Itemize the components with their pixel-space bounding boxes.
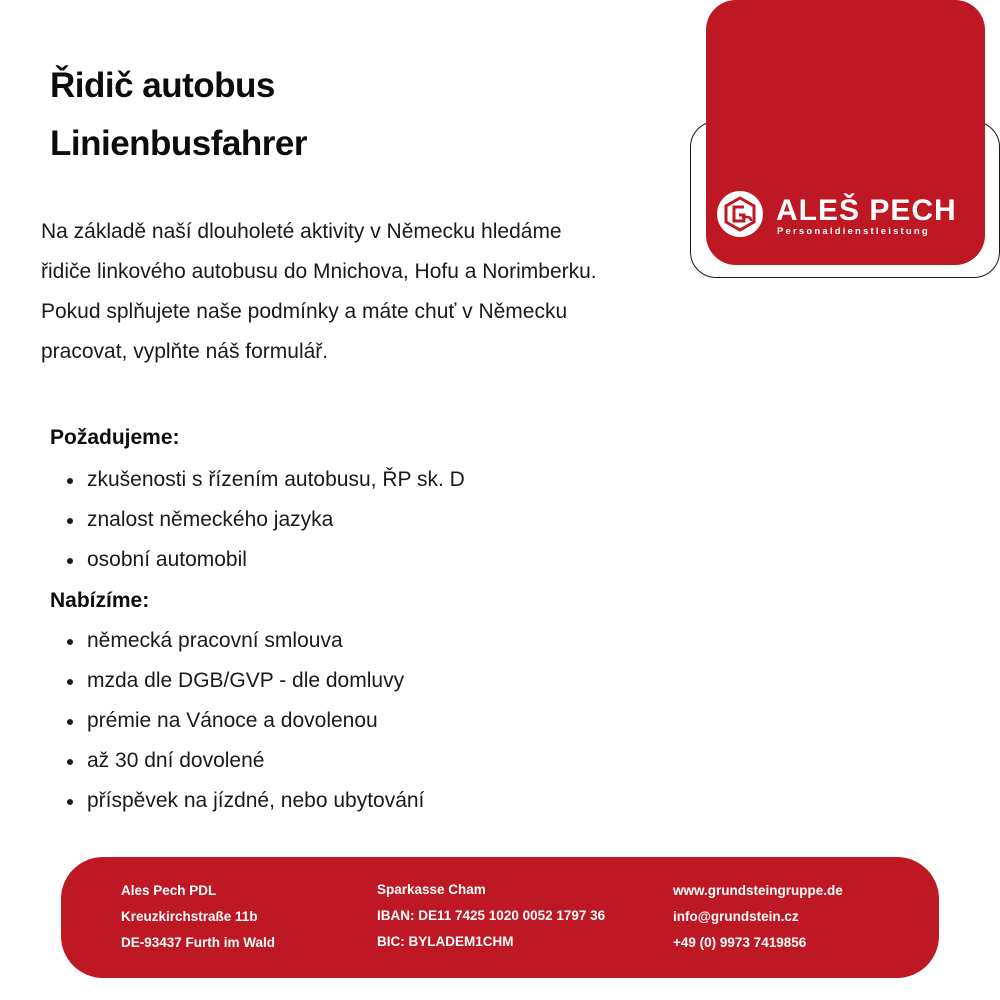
intro-paragraph <box>41 212 701 372</box>
footer-email: info@grundstein.cz <box>673 909 799 924</box>
offer-heading: Nabízíme: <box>50 589 150 612</box>
footer-website: www.grundsteingruppe.de <box>673 883 843 898</box>
job-title-german: Linienbusfahrer <box>50 124 307 163</box>
gd-monogram-icon <box>716 190 764 238</box>
footer-bank-info <box>377 877 605 955</box>
list-item: až 30 dní dovolené <box>0 741 424 781</box>
list-item: příspěvek na jízdné, nebo ubytování <box>0 781 424 821</box>
list-item: zkušenosti s řízením autobusu, ŘP sk. D <box>0 460 465 500</box>
intro-line: Na základě naší dlouholeté aktivity v Německu hledáme <box>41 220 562 243</box>
footer-street: Kreuzkirchstraße 11b <box>121 909 258 924</box>
footer-iban: IBAN: DE11 7425 1020 0052 1797 36 <box>377 908 606 923</box>
requirements-list <box>0 460 465 580</box>
requirements-heading: Požadujeme: <box>50 426 180 449</box>
brand-name: ALEŠ PECH <box>776 194 957 227</box>
job-title-czech: Řidič autobus <box>50 66 275 105</box>
intro-line: pracovat, vyplňte náš formulář. <box>41 340 329 363</box>
brand-tagline: Personaldienstleistung <box>777 226 930 237</box>
list-item: mzda dle DGB/GVP - dle domluvy <box>0 661 424 701</box>
footer-bic: BIC: BYLADEM1CHM <box>377 934 514 949</box>
footer-company-name: Ales Pech PDL <box>121 883 217 898</box>
list-item: prémie na Vánoce a dovolenou <box>0 701 424 741</box>
footer-contact-info <box>673 878 843 956</box>
list-item: znalost německého jazyka <box>0 500 465 540</box>
list-item: osobní automobil <box>0 540 465 580</box>
list-item: německá pracovní smlouva <box>0 621 424 661</box>
footer-bank-name: Sparkasse Cham <box>377 882 486 897</box>
footer-city: DE-93437 Furth im Wald <box>121 935 276 950</box>
intro-line: Pokud splňujete naše podmínky a máte chuť v Německu <box>41 300 568 323</box>
footer-bar <box>61 857 939 978</box>
footer-company-info <box>121 878 275 956</box>
intro-line: řidiče linkového autobusu do Mnichova, Hofu a Norimberku. <box>41 260 597 283</box>
offer-list <box>0 621 424 821</box>
footer-phone: +49 (0) 9973 7419856 <box>673 935 807 950</box>
